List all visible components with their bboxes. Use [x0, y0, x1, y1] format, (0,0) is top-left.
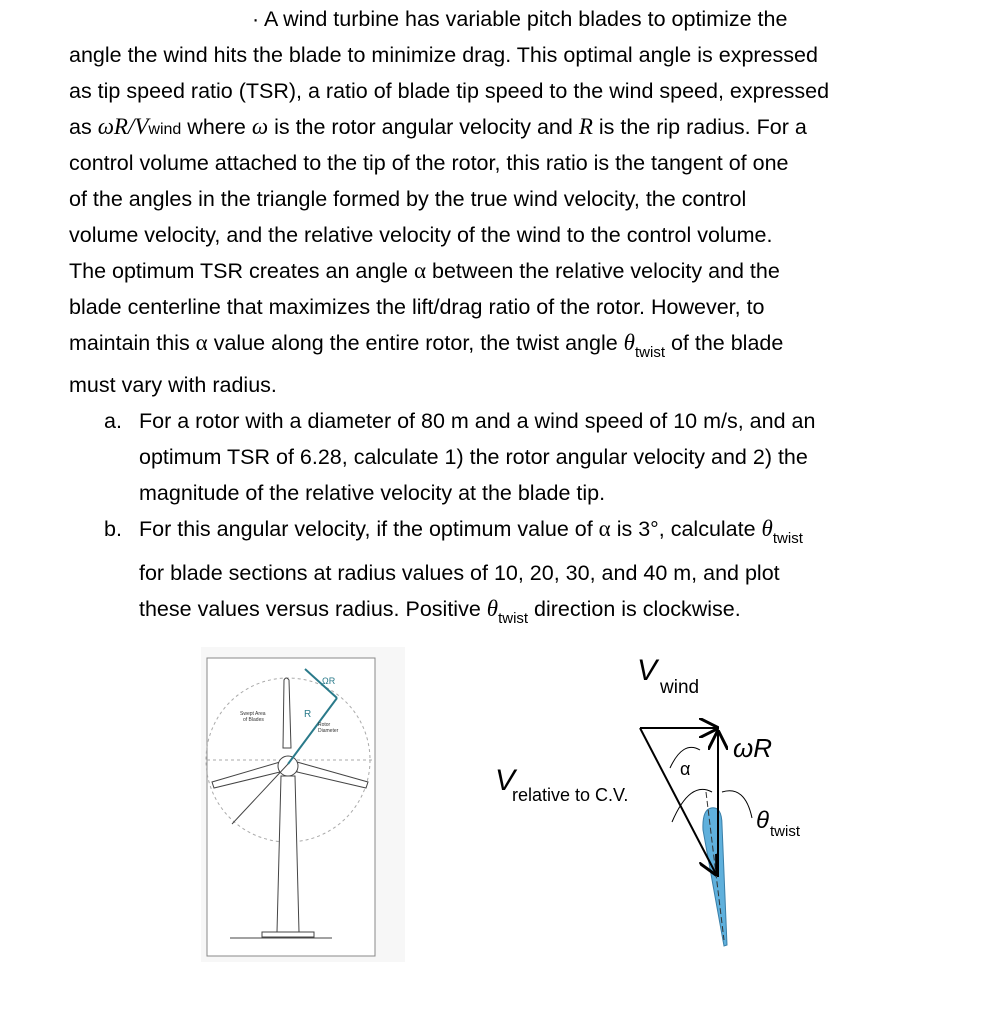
math-sub: twist — [634, 344, 665, 361]
part-b-line-2: for blade sections at radius values of 10, 20, 30, and 40 m, and plot — [139, 561, 780, 585]
math-sub: wind — [148, 121, 182, 138]
v-wind-sub: wind — [660, 677, 700, 698]
text: maintain this — [69, 331, 196, 355]
text: direction is clockwise. — [528, 597, 741, 621]
theta-twist-label: θ — [756, 807, 770, 834]
math-theta: θ — [761, 516, 773, 541]
math-alpha: α — [195, 330, 208, 355]
alpha-label: α — [680, 759, 691, 779]
text: these values versus radius. Positive — [139, 597, 487, 621]
math-theta: θ — [486, 596, 499, 621]
text: between the relative velocity and the — [426, 259, 780, 283]
bullet: · — [252, 7, 260, 31]
rotor-label: Diameter — [318, 728, 339, 734]
part-b-marker: b. — [104, 517, 122, 541]
text: For this angular velocity, if the optimum value of — [139, 517, 599, 541]
theta-arc-right — [722, 791, 752, 818]
part-a-line-2: optimum TSR of 6.28, calculate 1) the rotor angular velocity and 2) the — [139, 445, 808, 469]
v-relative-label: V — [495, 764, 516, 797]
omega-r-label: ωR — [733, 733, 773, 763]
math-theta: θ — [623, 330, 635, 355]
math-alpha: α — [598, 516, 611, 541]
problem-line-11: must vary with radius. — [69, 373, 277, 397]
problem-line-5: control volume attached to the tip of the rotor, this ratio is the tangent of one — [69, 151, 789, 175]
math-sub: twist — [772, 530, 803, 547]
text: where — [181, 115, 252, 139]
part-a-line-1: For a rotor with a diameter of 80 m and a wind speed of 10 m/s, and an — [139, 409, 816, 433]
text: as — [69, 115, 98, 139]
r-label: R — [304, 709, 312, 720]
v-relative-sub: relative to C.V. — [512, 785, 629, 805]
text: value along the entire rotor, the twist angle — [207, 331, 624, 355]
problem-line-2: angle the wind hits the blade to minimize drag. This optimal angle is expressed — [69, 43, 818, 67]
text: is 3°, calculate — [610, 517, 762, 541]
text: of the blade — [664, 331, 784, 355]
swept-label: Swept Area — [240, 711, 266, 717]
math-omega: ω — [251, 114, 269, 139]
math-tsr: ωR/V — [97, 114, 149, 139]
problem-line-7: volume velocity, and the relative velocity of the wind to the control volume. — [69, 223, 773, 247]
swept-label: of Blades — [243, 717, 264, 723]
math-r: R — [578, 114, 593, 139]
text: is the rip radius. For a — [592, 115, 807, 139]
text: is the rotor angular velocity and — [268, 115, 579, 139]
math-sub: twist — [498, 610, 529, 627]
omega-r-label: ΩR — [322, 676, 336, 686]
theta-twist-sub: twist — [770, 823, 800, 840]
v-wind-label: V — [637, 654, 658, 687]
relative-velocity-vector — [640, 728, 716, 874]
problem-line-9: blade centerline that maximizes the lift/drag ratio of the rotor. However, to — [69, 295, 765, 319]
problem-line-3: as tip speed ratio (TSR), a ratio of blade tip speed to the wind speed, expressed — [69, 79, 830, 103]
rotor-label: Rotor — [318, 722, 331, 728]
text: The optimum TSR creates an angle — [69, 259, 414, 283]
part-a-marker: a. — [104, 409, 122, 433]
text: A wind turbine has variable pitch blades to optimize the — [263, 7, 788, 31]
airfoil — [703, 808, 727, 946]
part-a-line-3: magnitude of the relative velocity at the blade tip. — [139, 481, 606, 505]
problem-line-6: of the angles in the triangle formed by the true wind velocity, the control — [69, 187, 747, 211]
math-alpha: α — [413, 258, 427, 283]
